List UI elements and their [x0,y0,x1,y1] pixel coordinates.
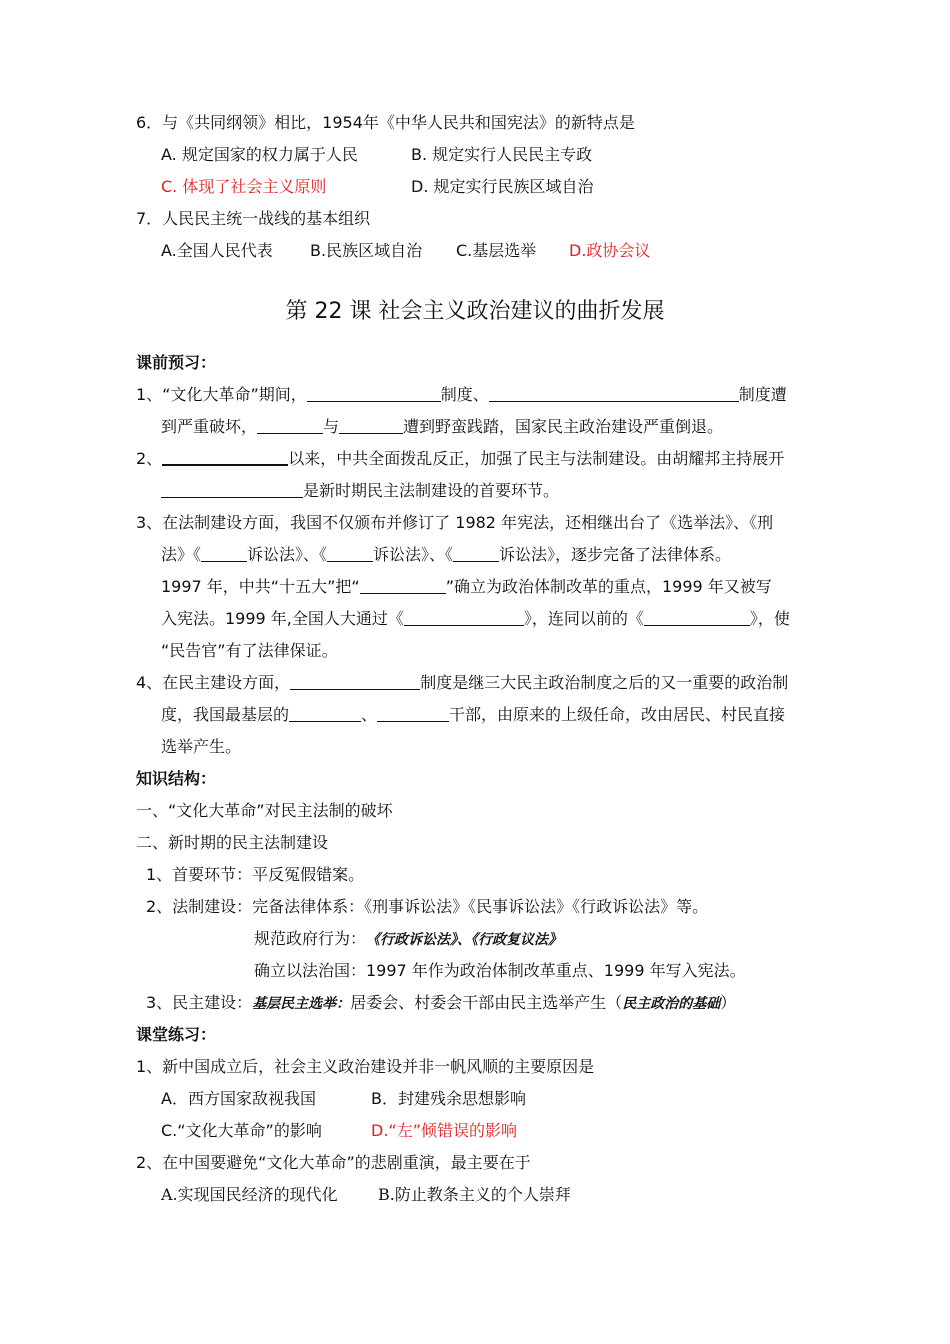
text: 是新时期民主法制建设的首要环节。 [303,481,560,500]
text: 诉讼法》、《 [247,545,328,564]
preview-item-3-line-3 [161,576,772,598]
preview-item-4-line-1 [136,672,788,694]
fill-blank[interactable] [327,545,373,562]
preview-item-2-line-1 [136,448,784,470]
practice-q1-option-b: B．封建残余思想影响 [371,1089,526,1108]
text: 制度、 [440,385,489,404]
preview-item-4-line-2 [161,704,785,726]
fill-blank[interactable] [162,448,288,466]
structure-item-2-1: 1、首要环节：平反冤假错案。 [146,865,365,884]
practice-heading: 课堂练习： [136,1025,217,1044]
q6-stem: 6．与《共同纲领》相比，1954年《中华人民共和国宪法》的新特点是 [136,113,635,132]
text: 基层民主选举： [252,996,351,1012]
q7-option-b: B.民族区域自治 [310,241,423,260]
practice-q2-stem: 2、在中国要避免“文化大革命”的悲剧重演，最主要在于 [136,1153,531,1172]
preview-item-1-line-2 [161,416,723,438]
q6-option-c-answer: C. 体现了社会主义原则 [161,177,327,196]
preview-item-1-line-1 [136,384,787,406]
text: 1、“文化大革命”期间， [136,385,307,404]
text: 法》《 [161,545,202,564]
fill-blank[interactable] [489,385,739,402]
fill-blank[interactable] [307,385,441,402]
structure-item-2-3 [146,992,736,1015]
text: 制度遭 [738,385,787,404]
q6-option-d: D. 规定实行民族区域自治 [411,177,594,196]
preview-item-3-line-4 [161,608,790,630]
text: 规范政府行为： [254,929,367,948]
preview-item-3-line-2 [161,544,731,566]
preview-item-3-line-5: “民告官”有了法律保证。 [161,641,338,660]
fill-blank[interactable] [644,609,750,626]
fill-blank[interactable] [453,545,499,562]
fill-blank[interactable] [377,705,449,722]
fill-blank[interactable] [201,545,247,562]
practice-q1-option-c: C.“文化大革命”的影响 [161,1121,322,1140]
lesson-title: 第 22 课 社会主义政治建议的曲折发展 [285,299,665,324]
text: 居委会、村委会干部由民主选举产生（ [350,993,623,1012]
fill-blank[interactable] [257,417,323,434]
text: ） [720,993,737,1012]
text: 度，我国最基层的 [161,705,290,724]
text: 民主政治的基础 [622,996,721,1012]
text: 与 [323,417,340,436]
q6-option-b: B. 规定实行人民民主专政 [411,145,593,164]
fill-blank[interactable] [289,705,361,722]
structure-section-1: 一、“文化大革命”对民主法制的破坏 [136,801,393,820]
preview-heading: 课前预习： [136,353,217,372]
text: 遭到野蛮践踏，国家民主政治建设严重倒退。 [403,417,724,436]
text: 4、在民主建设方面， [136,673,291,692]
text: 《行政诉讼法》、《行政复议法》 [366,932,563,948]
structure-section-2: 二、新时期的民主法制建设 [136,833,329,852]
practice-q1-option-a: A．西方国家敌视我国 [161,1089,316,1108]
practice-q1-option-d-answer: D.“左”倾错误的影响 [371,1121,517,1140]
q7-stem: 7．人民民主统一战线的基本组织 [136,209,371,228]
text: 2、 [136,449,163,468]
preview-item-4-line-3: 选举产生。 [161,737,242,756]
text: 入宪法。1999 年,全国人大通过《 [161,609,404,628]
practice-q2-option-b: B.防止教条主义的个人崇拜 [378,1185,571,1204]
text: 到严重破坏， [161,417,258,436]
text: 干部，由原来的上级任命，改由居民、村民直接 [449,705,786,724]
fill-blank[interactable] [339,417,403,434]
structure-item-2-2-regulate [254,928,562,951]
text: 3、民主建设： [146,993,253,1012]
preview-item-3-line-1: 3、在法制建设方面，我国不仅颁布并修订了 1982 年宪法，还相继出台了《选举法》、《刑 [136,513,774,532]
text: ”确立为政治体制改革的重点，1999 年又被写 [445,577,772,596]
text: 》，使 [749,609,790,628]
text: 以来，中共全面拨乱反正，加强了民主与法制建设。由胡耀邦主持展开 [288,449,785,468]
q6-option-a: A. 规定国家的权力属于人民 [161,145,358,164]
q7-option-c: C.基层选举 [456,241,537,260]
fill-blank[interactable] [290,673,420,690]
structure-item-2-2: 2、法制建设：完备法律体系：《刑事诉讼法》《民事诉讼法》《行政诉讼法》等。 [146,897,709,916]
text: 、 [361,705,378,724]
text: 诉讼法》、《 [373,545,454,564]
fill-blank[interactable] [360,577,446,594]
text: 》，连同以前的《 [523,609,644,628]
fill-blank[interactable] [161,481,303,498]
practice-q1-stem: 1、新中国成立后，社会主义政治建设并非一帆风顺的主要原因是 [136,1057,595,1076]
q7-option-d-answer: D.政协会议 [569,241,651,260]
preview-item-2-line-2 [161,480,559,502]
text: 1997 年，中共“十五大”把“ [161,577,360,596]
text: 制度是继三大民主政治制度之后的又一重要的政治制 [420,673,789,692]
fill-blank[interactable] [404,609,524,626]
q7-option-a: A.全国人民代表 [161,241,273,260]
structure-item-2-2-rule-of-law: 确立以法治国：1997 年作为政治体制改革重点、1999 年写入宪法。 [254,961,746,980]
text: 诉讼法》，逐步完备了法律体系。 [499,545,732,564]
structure-heading: 知识结构： [136,769,217,788]
practice-q2-option-a: A.实现国民经济的现代化 [161,1185,338,1204]
